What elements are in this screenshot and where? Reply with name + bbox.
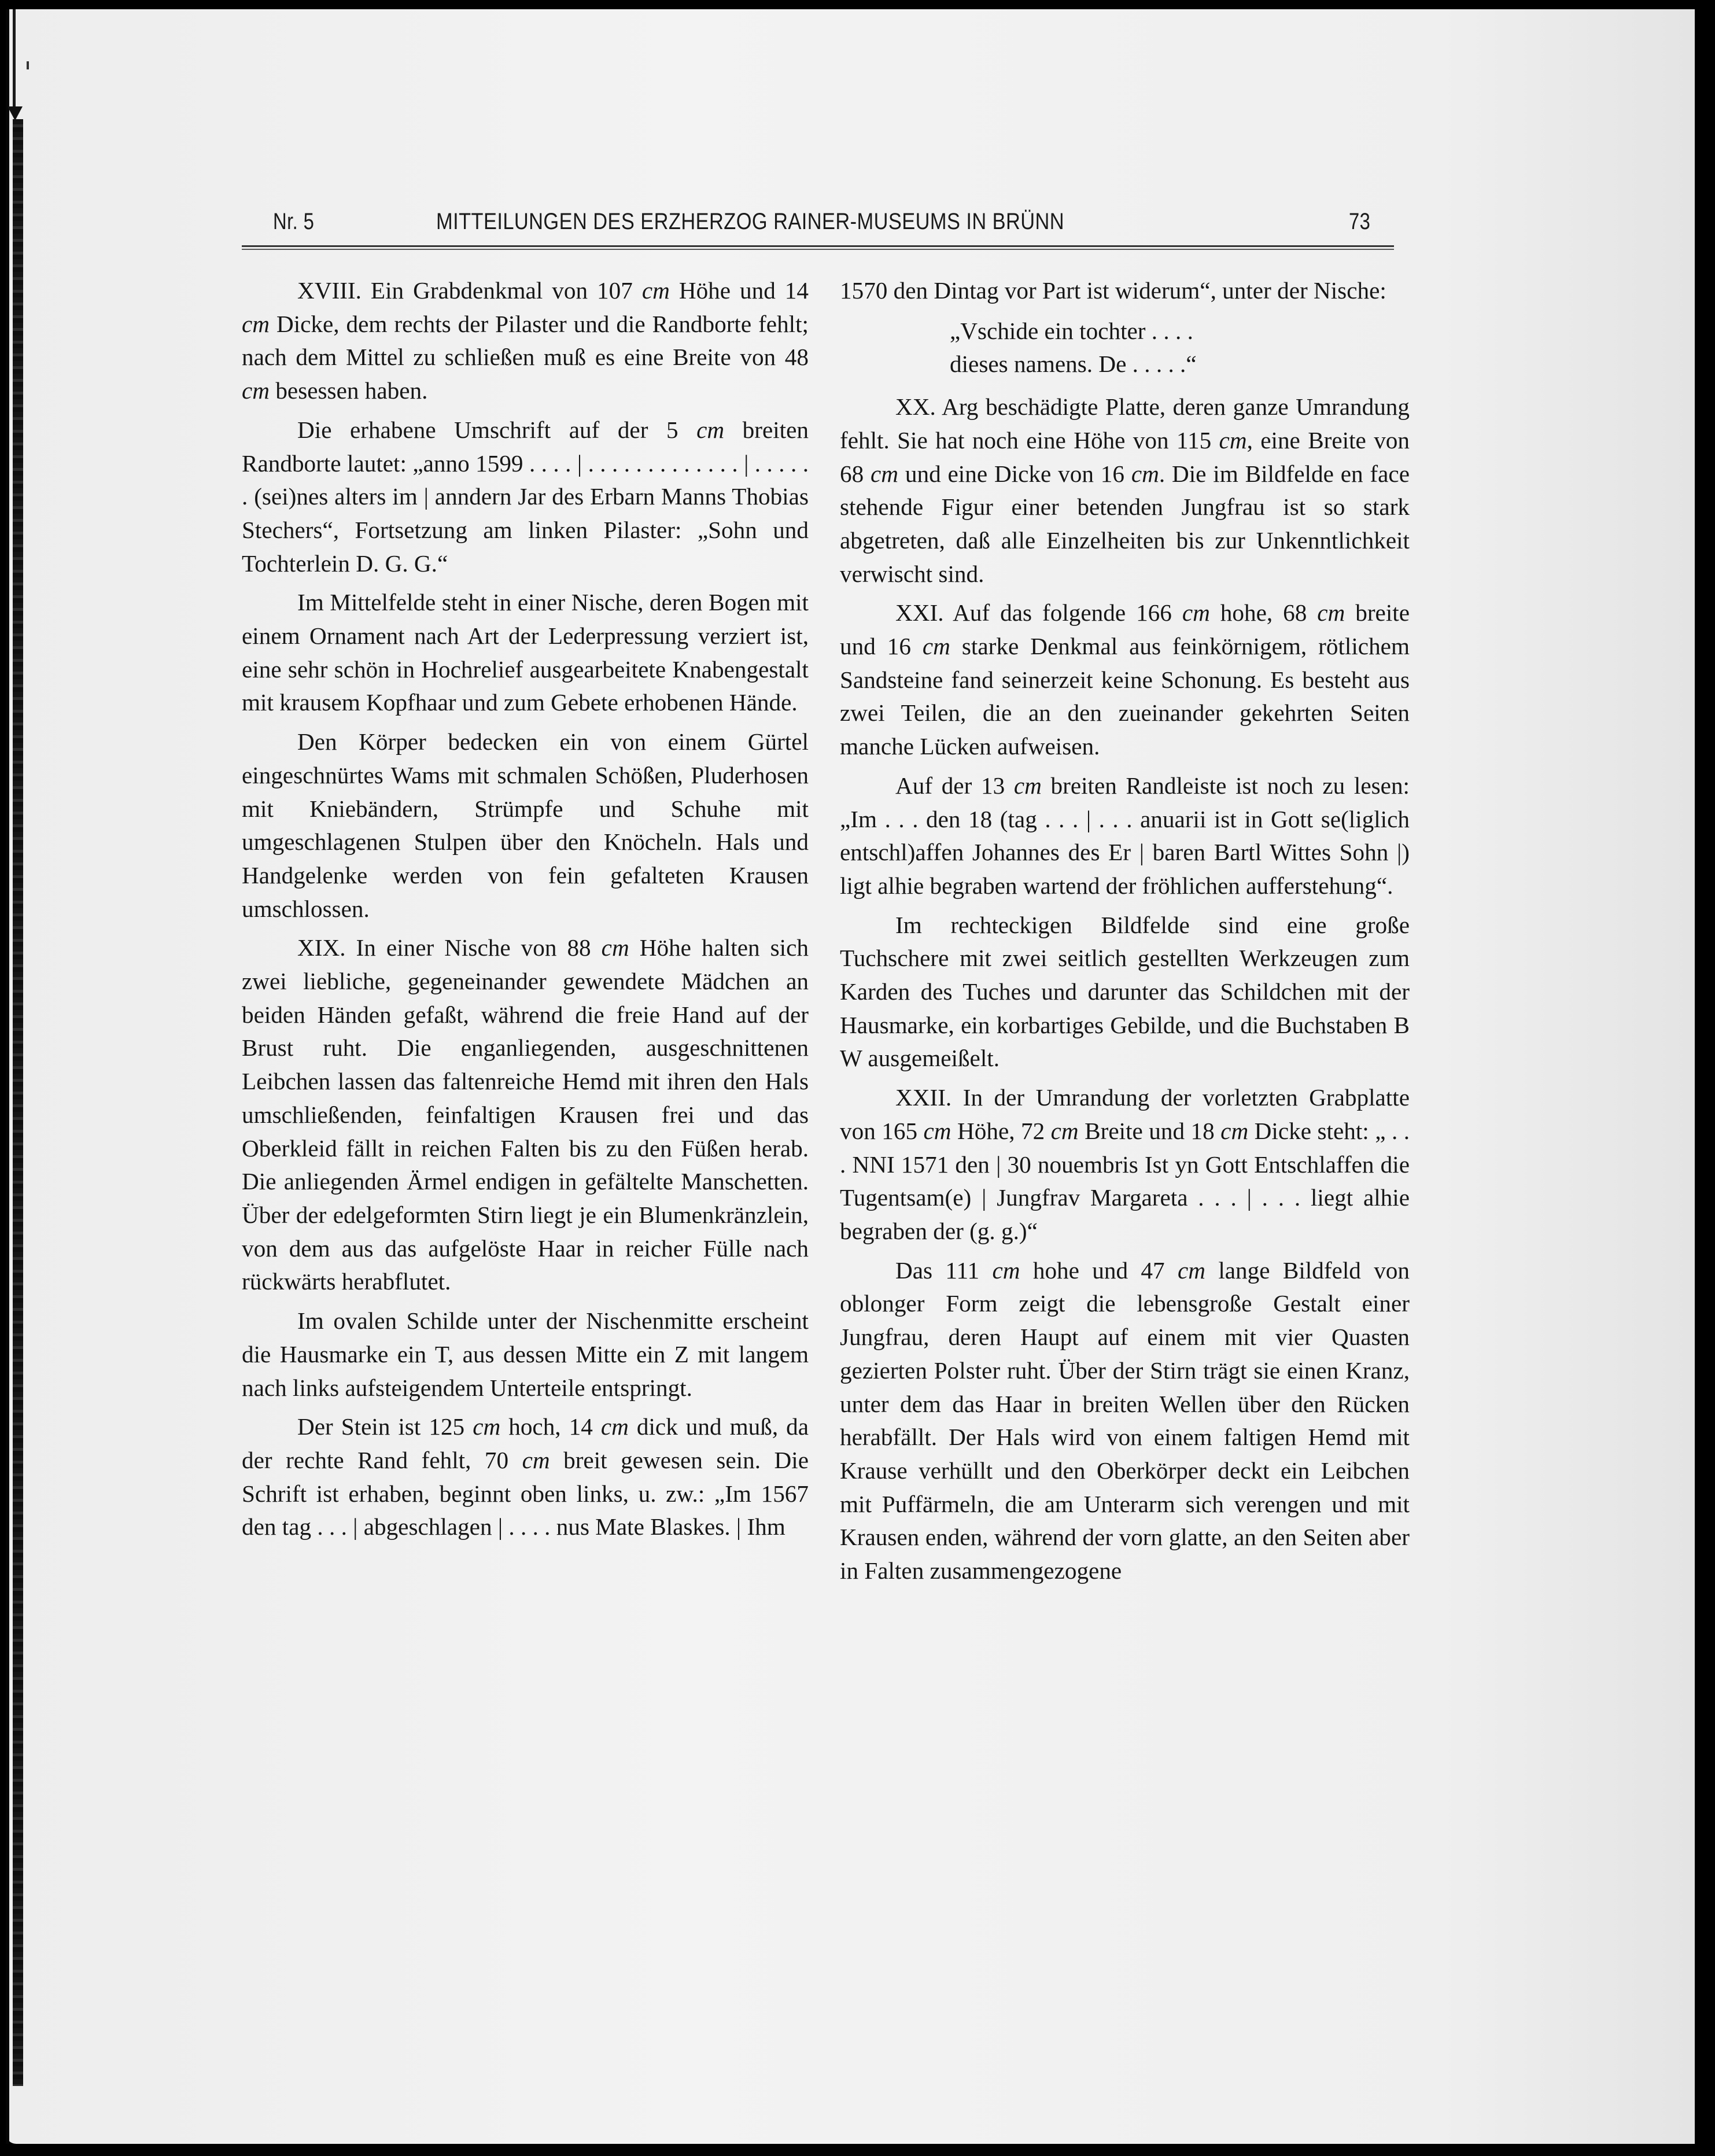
paragraph-xxi-field: Im rechteckigen Bildfelde sind eine große Tuchschere mit zwei seitlich gestellten Werkzeugen zum Karden des Tuches und darunter das Schildchen mit der Hausmarke, ein korbartiges Gebilde, und die Buchstaben B W ausgemeißelt. xyxy=(840,911,1410,1072)
unit-cm: cm xyxy=(1219,426,1247,454)
paragraph-xviii-inscription: Die erhabene Umschrift auf der 5 cm breiten Randborte lautet: „anno 1599 . . . . | . . . . . . . . . . . . . | . . . . . . (sei)nes alters im | anndern Jar des Erbarn Manns Thobias Stechers“, Fortsetzung am linken Pilaster: „Sohn und Tochterlein D. G. G.“ xyxy=(242,416,809,577)
scanned-page xyxy=(6,9,1695,2144)
quote-line: dieses namens. De . . . . .“ xyxy=(950,351,1197,378)
unit-cm: cm xyxy=(922,633,950,660)
paragraph-xix-stone: Der Stein ist 125 cm hoch, 14 cm dick und muß, da der rechte Rand fehlt, 70 cm breit gewesen sein. Die Schrift ist erhaben, beginnt oben links, u. zw.: „Im 1567 den tag . . . | abgeschlagen | . . . . nus Mate Blaskes. | Ihm xyxy=(242,1413,809,1540)
unit-cm: cm xyxy=(1131,460,1159,487)
paragraph-xviii-niche: Im Mittelfelde steht in einer Nische, deren Bogen mit einem Ornament nach Art der Lederpressung verziert ist, eine sehr schön in Hochrelief ausgearbeitete Knabengestalt mit krausem Kopfhaar und zum Gebete erhobenen Hände. xyxy=(242,589,809,716)
paragraph-xxii-intro: XXII. In der Umrandung der vorletzten Grabplatte von 165 cm Höhe, 72 cm Breite und 18 cm Dicke steht: „ . . . NNI 1571 den | 30 nouembris Ist yn Gott Entschlaffen die Tugentsam(e) | Jungfrav Margareta . . . | . . . liegt alhie begraben der (g. g.)“ xyxy=(840,1084,1410,1244)
unit-cm: cm xyxy=(871,460,899,487)
header-rule-bottom xyxy=(242,249,1394,250)
page-left-edge xyxy=(6,9,9,2144)
paragraph-continuation: 1570 den Dintag vor Part ist widerum“, unter der Nische: xyxy=(840,277,1386,304)
unit-cm: cm xyxy=(242,310,270,337)
paragraph-xxi-inscription: Auf der 13 cm breiten Randleiste ist noch zu lesen: „Im . . . den 18 (tag . . . | . . . anuarii ist in Gott se(liglich entschl)affen Johannes des Er | baren Bartl Wittes Sohn |) ligt alhie begraben wartend der fröhlichen aufferstehung“. xyxy=(840,772,1410,899)
unit-cm: cm xyxy=(992,1256,1020,1284)
unit-cm: cm xyxy=(1317,599,1345,626)
issue-number: Nr. 5 xyxy=(273,209,315,234)
scan-artifact xyxy=(27,61,29,69)
paragraph-xxii-figure: Das 111 cm hohe und 47 cm lange Bildfeld von oblonger Form zeigt die lebensgroße Gestalt einer Jungfrau, deren Haupt auf einem mit vier Quasten gezierten Polster ruht. Über der Stirn trägt sie einen Kranz, unter dem das Haar in breiten Wellen über den Rücken herabfällt. Der Hals wird von einem faltigen Hemd mit Krause verhüllt und den Oberkörper deckt ein Leibchen mit Puffärmeln, die am Unterarm sich verengen und mit Krausen enden, während der vorn glatte, an den Seiten aber in Falten zusammengezogene xyxy=(840,1256,1410,1584)
unit-cm: cm xyxy=(522,1446,550,1473)
unit-cm: cm xyxy=(696,416,725,443)
paragraph-xix-shield: Im ovalen Schilde unter der Nischenmitte erscheint die Hausmarke ein T, aus dessen Mitte ein Z mit langem nach links aufsteigendem Unterteile entspringt. xyxy=(242,1307,809,1401)
running-head xyxy=(273,209,1396,244)
paragraph-xxi-intro: XXI. Auf das folgende 166 cm hohe, 68 cm breite und 16 cm starke Denkmal aus feinkörnigem, rötlichem Sandsteine fand seinerzeit keine Schonung. Es besteht aus zwei Teilen, die an den zueinander gekehrten Seiten manche Lücken aufweisen. xyxy=(840,599,1410,760)
unit-cm: cm xyxy=(473,1413,501,1440)
inscription-quote xyxy=(950,315,1410,381)
unit-cm: cm xyxy=(601,934,629,961)
paragraph-xx: XX. Arg beschädigte Platte, deren ganze Umrandung fehlt. Sie hat noch eine Höhe von 115 cm, eine Breite von 68 cm und eine Dicke von 16 cm. Die im Bildfelde en face stehende Figur einer betenden Jungfrau ist so stark abgetreten, daß alle Einzelheiten bis zur Unkenntlichkeit verwischt sind. xyxy=(840,393,1410,587)
unit-cm: cm xyxy=(1177,1256,1205,1284)
binding-thread xyxy=(13,9,16,110)
left-column xyxy=(242,274,809,1550)
paragraph-xviii-intro: XVIII. Ein Grabdenkmal von 107 cm Höhe und 14 cm Dicke, dem rechts der Pilaster und die Randborte fehlt; nach dem Mittel zu schließen muß es eine Breite von 48 cm besessen haben. xyxy=(242,277,809,404)
unit-cm: cm xyxy=(1013,772,1042,799)
unit-cm: cm xyxy=(242,377,270,404)
unit-cm: cm xyxy=(1182,599,1210,626)
journal-title: MITTEILUNGEN DES ERZHERZOG RAINER-MUSEUMS IN BRÜNN xyxy=(436,209,1065,234)
binding-spine xyxy=(13,119,23,2086)
binding-knot xyxy=(8,106,23,119)
unit-cm: cm xyxy=(641,277,670,304)
paragraph-xviii-clothing: Den Körper bedecken ein von einem Gürtel eingeschnürtes Wams mit schmalen Schößen, Pluderhosen mit Kniebändern, Strümpfe und Schuhe mit umgeschlagenen Stulpen über den Knöcheln. Hals und Handgelenke werden von fein gefalteten Krausen umschlossen. xyxy=(242,728,809,922)
quote-line: „Vschide ein tochter . . . . xyxy=(950,317,1193,344)
unit-cm: cm xyxy=(1220,1117,1249,1144)
header-rule-top xyxy=(242,245,1394,247)
paragraph-xix-intro: XIX. In einer Nische von 88 cm Höhe halten sich zwei liebliche, gegeneinander gewendete Mädchen an beiden Händen gefaßt, während die freie Hand auf der Brust ruht. Die enganliegenden, ausgeschnittenen Leibchen lassen das faltenreiche Hemd mit ihren den Hals umschließenden, feinfaltigen Krausen frei und das Oberkleid fällt in reichen Falten bis zu den Füßen herab. Die anliegenden Ärmel endigen in gefältelte Manschetten. Über der edelgeformten Stirn liegt je ein Blumenkränzlein, von dem aus das aufgelöste Haar in reicher Fülle nach rückwärts herabflutet. xyxy=(242,934,809,1295)
right-column xyxy=(840,274,1410,1594)
unit-cm: cm xyxy=(923,1117,951,1144)
unit-cm: cm xyxy=(600,1413,629,1440)
unit-cm: cm xyxy=(1050,1117,1079,1144)
page-number: 73 xyxy=(1349,209,1371,234)
